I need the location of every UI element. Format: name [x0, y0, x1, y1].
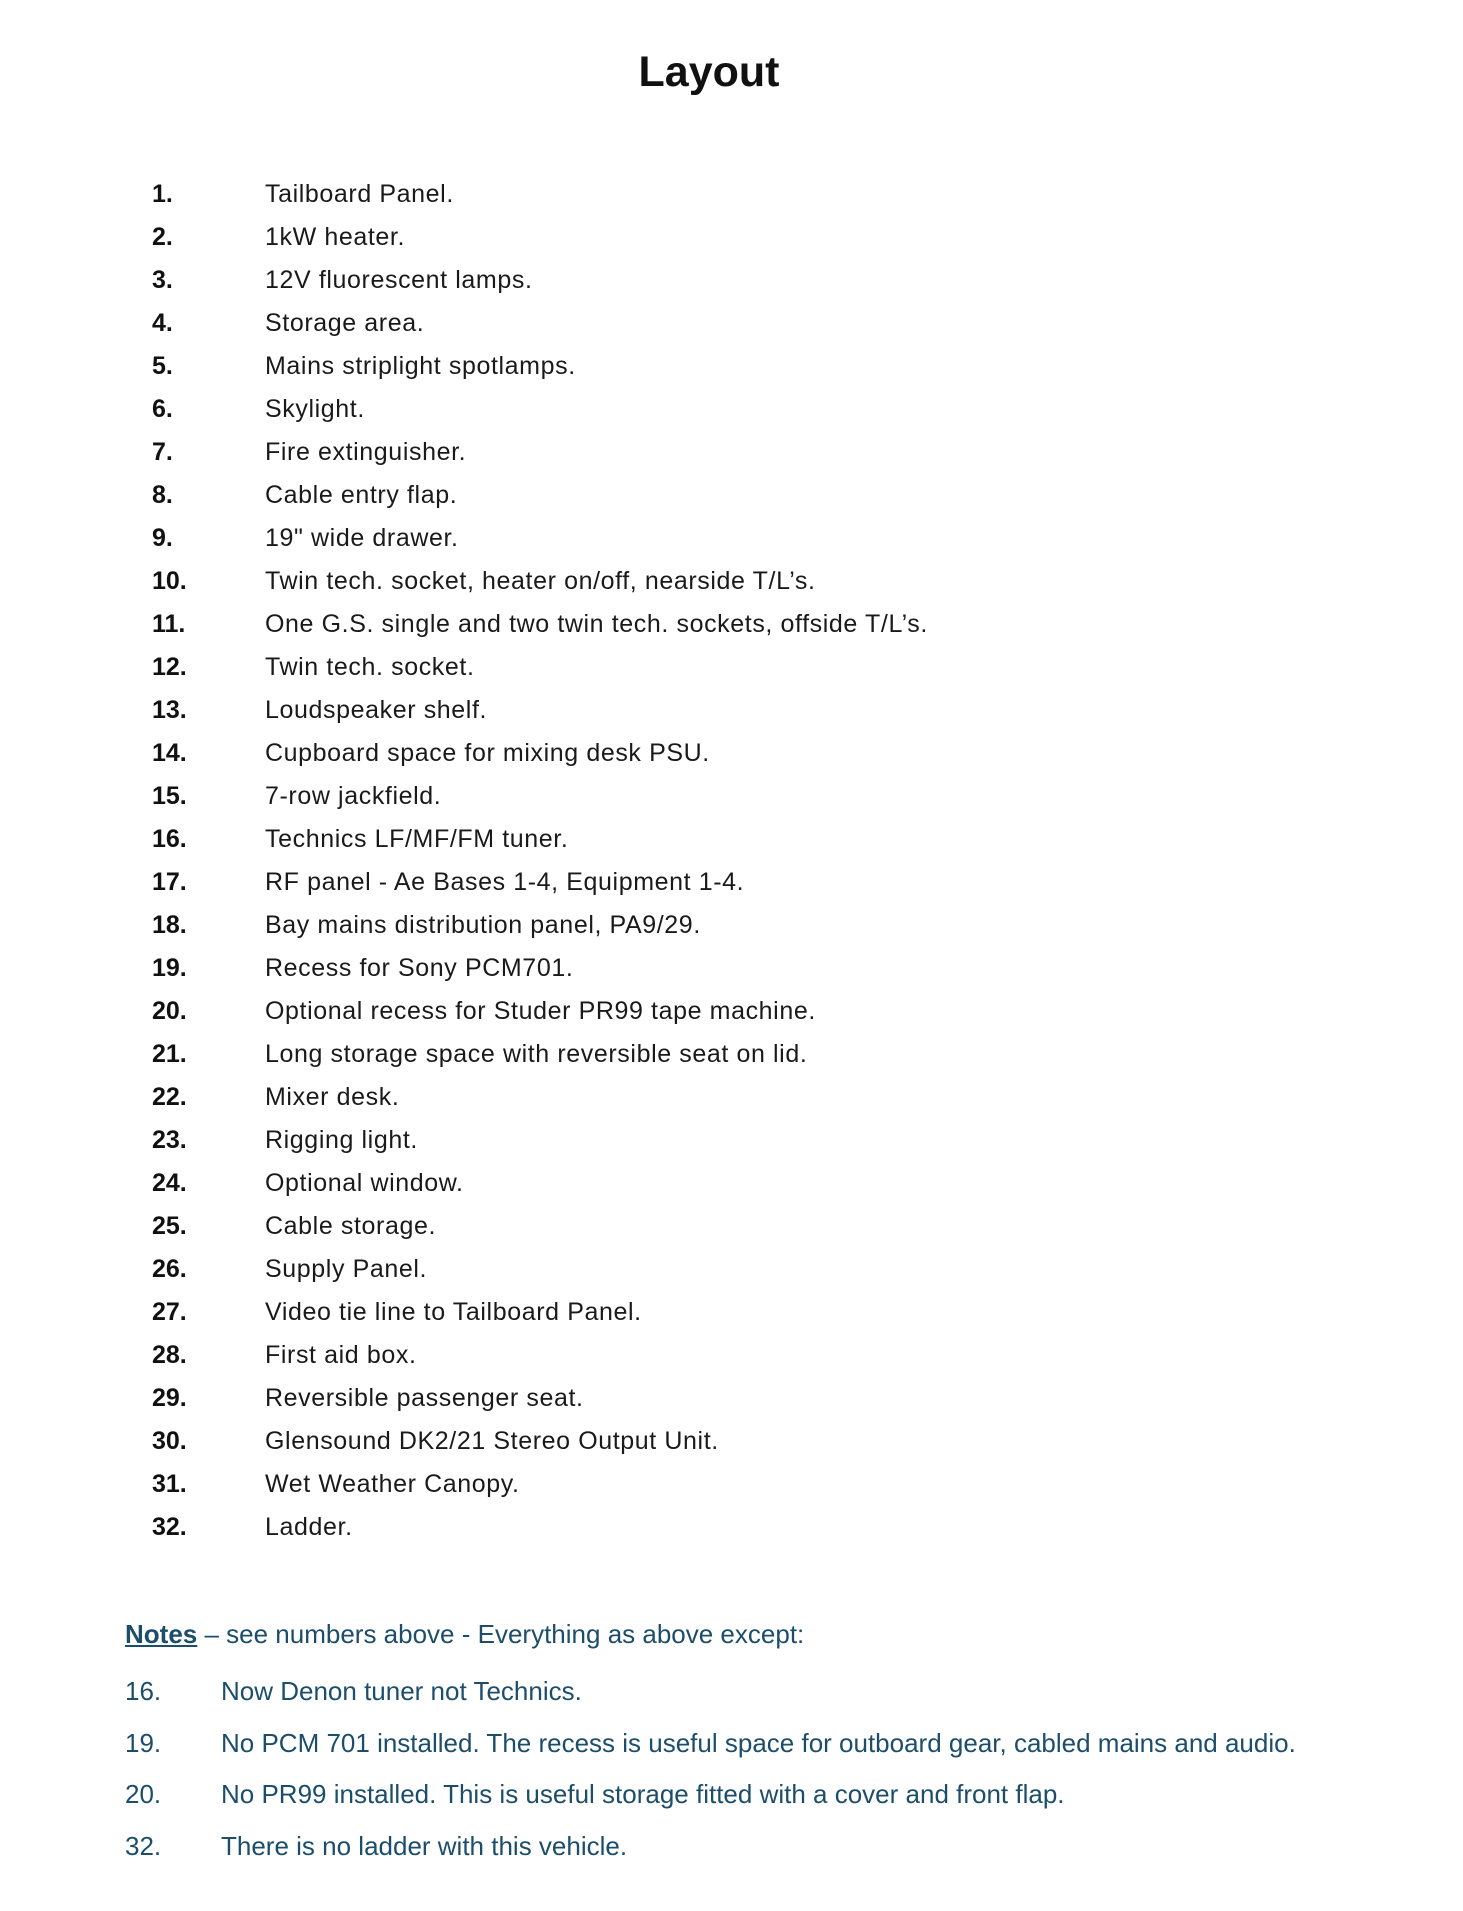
list-item [0, 1206, 1463, 1249]
item-text: Long storage space with reversible seat on lid. [265, 1040, 808, 1069]
item-number: 16. [152, 825, 187, 854]
item-number: 30. [152, 1427, 187, 1456]
list-item [0, 1292, 1463, 1335]
item-text: Wet Weather Canopy. [265, 1470, 520, 1499]
note-text: No PR99 installed. This is useful storage fitted with a cover and front flap. [221, 1779, 1065, 1810]
note-item [0, 1671, 1463, 1723]
note-number: 32. [125, 1830, 162, 1861]
item-text: Cable entry flap. [265, 481, 458, 510]
item-text: Video tie line to Tailboard Panel. [265, 1298, 642, 1327]
item-number: 20. [152, 997, 187, 1026]
item-text: Mains striplight spotlamps. [265, 352, 576, 381]
item-text: 19" wide drawer. [265, 524, 459, 553]
note-text: No PCM 701 installed. The recess is useful space for outboard gear, cabled mains and audio. [221, 1727, 1296, 1758]
list-item [0, 1120, 1463, 1163]
item-text: Skylight. [265, 395, 365, 424]
item-number: 17. [152, 868, 187, 897]
item-text: Supply Panel. [265, 1255, 428, 1284]
notes-heading [125, 1614, 804, 1654]
item-number: 9. [152, 524, 173, 553]
item-number: 1. [152, 180, 173, 208]
list-item [0, 905, 1463, 948]
item-text: RF panel - Ae Bases 1-4, Equipment 1-4. [265, 868, 745, 897]
item-text: Fire extinguisher. [265, 438, 467, 467]
item-text: 12V fluorescent lamps. [265, 266, 533, 295]
item-number: 13. [152, 696, 187, 725]
list-item [0, 217, 1463, 260]
item-number: 23. [152, 1126, 187, 1155]
list-item [0, 647, 1463, 690]
list-item [0, 819, 1463, 862]
list-item [0, 1507, 1463, 1550]
item-text: One G.S. single and two twin tech. sockets, offside T/L’s. [265, 610, 928, 639]
list-item [0, 1249, 1463, 1292]
item-text: First aid box. [265, 1341, 417, 1370]
list-item [0, 1077, 1463, 1120]
item-number: 11. [152, 610, 186, 639]
list-item [0, 518, 1463, 561]
item-text: Technics LF/MF/FM tuner. [265, 825, 569, 854]
item-number: 29. [152, 1384, 187, 1413]
item-number: 28. [152, 1341, 187, 1370]
item-number: 32. [152, 1513, 187, 1542]
item-text: Optional window. [265, 1169, 464, 1198]
page-title: Layout [638, 48, 780, 96]
item-number: 31. [152, 1470, 187, 1499]
item-number: 15. [152, 782, 187, 811]
note-item [0, 1723, 1463, 1775]
item-text: Recess for Sony PCM701. [265, 954, 574, 983]
item-text: Cable storage. [265, 1212, 436, 1241]
item-number: 5. [152, 352, 173, 381]
note-text: There is no ladder with this vehicle. [221, 1830, 628, 1861]
note-number: 19. [125, 1727, 162, 1758]
list-item [0, 1034, 1463, 1077]
item-number: 2. [152, 223, 173, 252]
list-item [0, 1163, 1463, 1206]
list-item [0, 561, 1463, 604]
item-number: 26. [152, 1255, 187, 1284]
list-item [0, 174, 1463, 217]
item-number: 6. [152, 395, 173, 424]
item-number: 7. [152, 438, 173, 467]
item-number: 21. [152, 1040, 187, 1069]
list-item [0, 475, 1463, 518]
item-text: Twin tech. socket. [265, 653, 475, 682]
item-number: 27. [152, 1298, 187, 1327]
item-number: 18. [152, 911, 187, 940]
list-item [0, 260, 1463, 303]
note-number: 16. [125, 1676, 162, 1706]
layout-list [0, 174, 1463, 1551]
item-text: 7-row jackfield. [265, 782, 442, 811]
item-text: Rigging light. [265, 1126, 418, 1155]
item-text: Loudspeaker shelf. [265, 696, 488, 725]
item-number: 12. [152, 653, 187, 682]
item-number: 24. [152, 1169, 187, 1198]
item-text: Tailboard Panel. [265, 180, 454, 208]
item-text: Optional recess for Studer PR99 tape machine. [265, 997, 816, 1026]
item-number: 14. [152, 739, 187, 768]
list-item [0, 1335, 1463, 1378]
item-number: 3. [152, 266, 173, 295]
list-item [0, 991, 1463, 1034]
list-item [0, 1378, 1463, 1421]
item-number: 19. [152, 954, 187, 983]
list-item [0, 776, 1463, 819]
list-item [0, 303, 1463, 346]
note-text: Now Denon tuner not Technics. [221, 1676, 582, 1706]
item-text: Storage area. [265, 309, 425, 338]
item-number: 8. [152, 481, 173, 510]
notes-list [0, 1671, 1463, 1878]
list-item [0, 389, 1463, 432]
list-item [0, 1421, 1463, 1464]
note-item [0, 1826, 1463, 1878]
notes-intro: – see numbers above - Everything as above except: [197, 1619, 805, 1649]
item-number: 22. [152, 1083, 187, 1112]
item-text: Reversible passenger seat. [265, 1384, 584, 1413]
item-number: 25. [152, 1212, 187, 1241]
list-item [0, 690, 1463, 733]
item-text: Glensound DK2/21 Stereo Output Unit. [265, 1427, 719, 1456]
note-number: 20. [125, 1779, 162, 1810]
item-text: Twin tech. socket, heater on/off, nearside T/L’s. [265, 567, 816, 596]
list-item [0, 604, 1463, 647]
item-number: 4. [152, 309, 173, 338]
item-text: Mixer desk. [265, 1083, 400, 1112]
list-item [0, 733, 1463, 776]
list-item [0, 346, 1463, 389]
list-item [0, 432, 1463, 475]
list-item [0, 948, 1463, 991]
item-text: Cupboard space for mixing desk PSU. [265, 739, 710, 768]
list-item [0, 1464, 1463, 1507]
item-text: 1kW heater. [265, 223, 405, 252]
notes-label: Notes [125, 1619, 198, 1649]
list-item [0, 862, 1463, 905]
item-text: Bay mains distribution panel, PA9/29. [265, 911, 701, 940]
note-item [0, 1774, 1463, 1826]
item-text: Ladder. [265, 1513, 353, 1542]
item-number: 10. [152, 567, 187, 596]
